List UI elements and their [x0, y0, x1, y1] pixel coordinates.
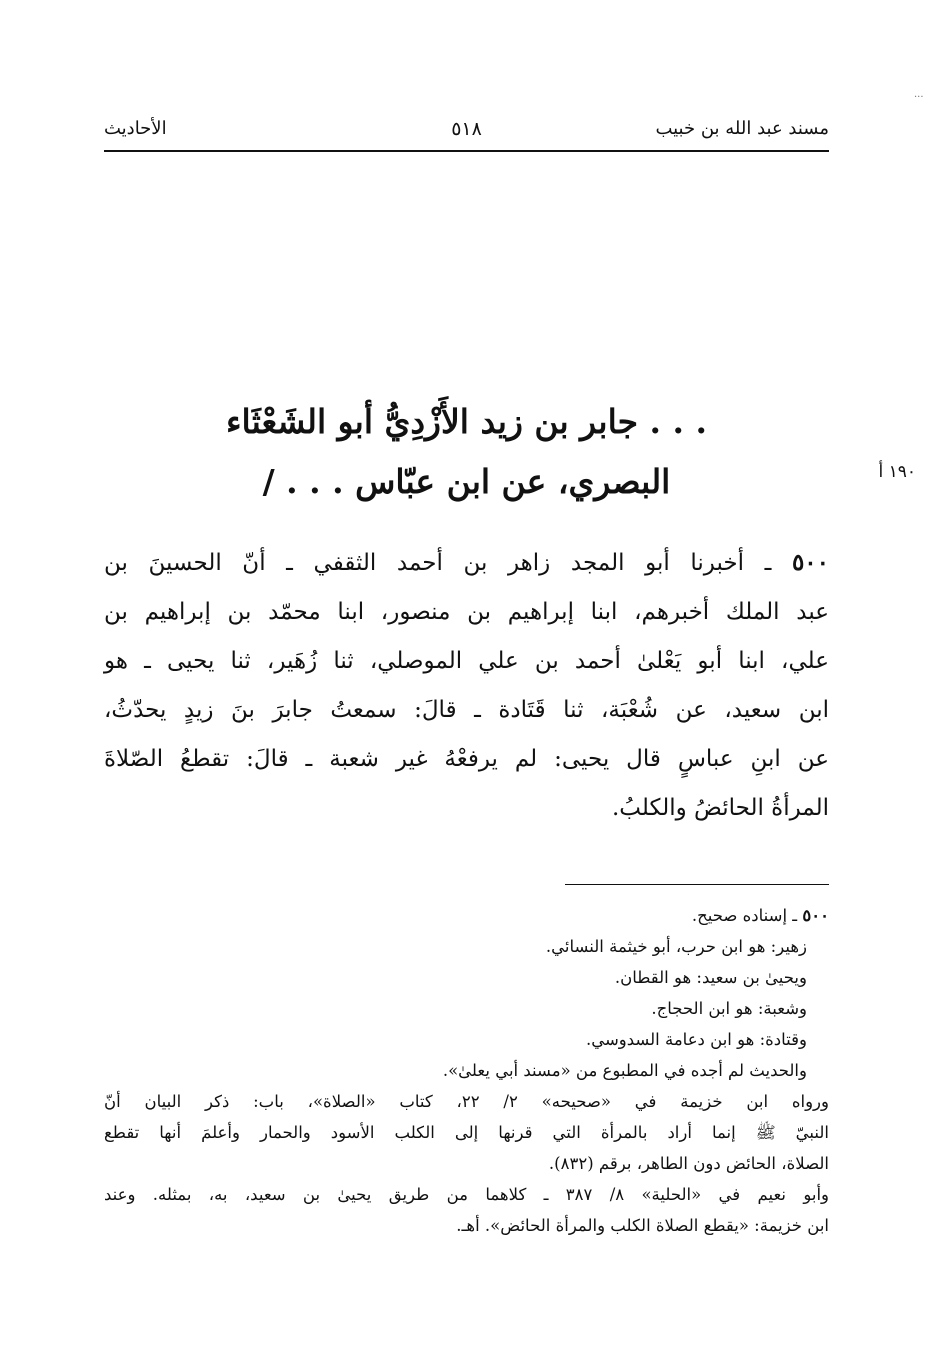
- hadith-line: عبد الملك أخبرهم، ابنا إبراهيم بن منصور، ابنا محمّد بن إبراهيم بن: [104, 599, 829, 625]
- chapter-heading: [104, 392, 829, 512]
- footnote-line: ٥٠٠ ـ إسناده صحيح.: [691, 906, 829, 925]
- running-head: [104, 118, 829, 152]
- hadith-text: [104, 538, 829, 833]
- footnote-line: ابن خزيمة: «يقطع الصلاة الكلب والمرأة الحائض». أهـ.: [456, 1216, 829, 1235]
- footnote-number: ٥٠٠: [802, 906, 829, 925]
- footnote-line: وشعبة: هو ابن الحجاج.: [651, 999, 807, 1018]
- running-head-section: الأحاديث: [104, 118, 167, 139]
- footnote-line: وأبو نعيم في «الحلية» ٨/ ٣٨٧ ـ كلاهما من طريق يحيىٰ بن سعيد، به، بمثله. وعند: [104, 1185, 829, 1204]
- scan-mark: ···: [914, 92, 924, 103]
- footnote-rule: [565, 884, 829, 885]
- page-number: ٥١٨: [451, 118, 482, 140]
- hadith-line: ٥٠٠ ـ أخبرنا أبو المجد زاهر بن أحمد الثقفي ـ أنّ الحسينَ بن: [104, 549, 830, 576]
- heading-line-2: البصري، عن ابن عبّاس . . . /: [262, 462, 671, 501]
- footnote-line: ويحيىٰ بن سعيد: هو القطان.: [614, 968, 807, 987]
- footnote-line: وقتادة: هو ابن دعامة السدوسي.: [585, 1030, 807, 1049]
- heading-line-1: . . . جابر بن زيد الأَزْدِيُّ أبو الشَعْثَاء: [226, 402, 707, 441]
- hadith-number: ٥٠٠: [791, 549, 830, 576]
- footnote-line: ورواه ابن خزيمة في «صحيحه» ٢/ ٢٢، كتاب «الصلاة»، باب: ذكر البيان أنّ: [104, 1092, 829, 1111]
- hadith-line: المرأةُ الحائضُ والكلبُ.: [612, 795, 829, 821]
- hadith-line: عن ابنِ عباسٍ قال يحيى: لم يرفعْهُ غير شعبة ـ قالَ: تقطعُ الصّلاةَ: [104, 746, 829, 772]
- footnote-line: والحديث لم أجده في المطبوع من «مسند أبي يعلىٰ».: [442, 1061, 807, 1080]
- footnote-line: النبيّ ﷺ إنما أراد بالمرأة التي قرنها إلى الكلب الأسود والحمار وأعلمَ أنها تقطع: [104, 1123, 829, 1142]
- footnotes: [104, 900, 829, 1241]
- running-head-book-title: مسند عبد الله بن خبيب: [655, 118, 829, 139]
- header-rule: [104, 150, 829, 152]
- footnote-line: الصلاة، الحائض دون الطاهر، برقم (٨٣٢).: [548, 1154, 829, 1173]
- footnote-line: زهير: هو ابن حرب، أبو خيثمة النسائي.: [545, 937, 807, 956]
- manuscript-folio-note: ١٩٠ أ: [878, 462, 916, 482]
- hadith-line: ابن سعيد، عن شُعْبَة، ثنا قَتَادة ـ قالَ: سمعتُ جابرَ بنَ زيدٍ يحدّثُ،: [104, 697, 829, 723]
- hadith-line: علي، ابنا أبو يَعْلىٰ أحمد بن علي الموصلي، ثنا زُهَير، ثنا يحيى ـ هو: [104, 648, 829, 674]
